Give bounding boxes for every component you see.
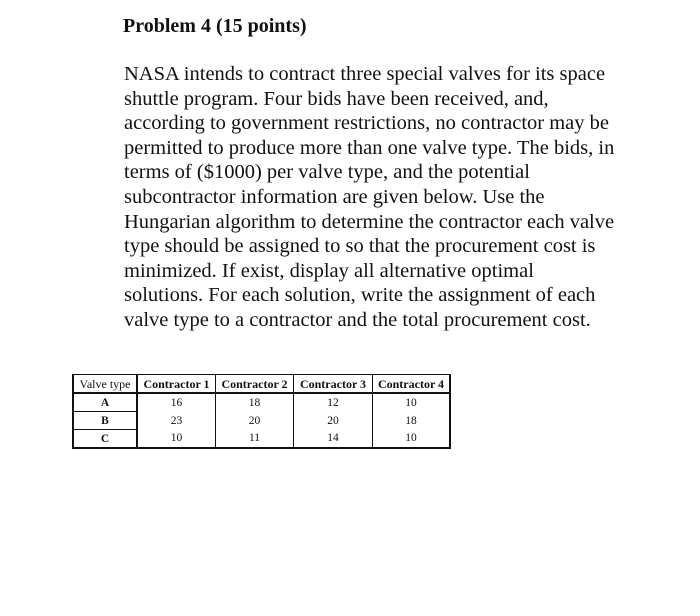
table-cell: 23 (137, 412, 216, 430)
table-header-row (73, 375, 450, 394)
table-cell: 10 (373, 393, 451, 412)
bids-table (72, 374, 451, 449)
table-cell: 20 (216, 412, 294, 430)
statement-line: Hungarian algorithm to determine the contractor each valve (124, 210, 615, 233)
table-row (73, 412, 450, 430)
statement-line: shuttle program. Four bids have been received, and, (124, 87, 549, 110)
statement-line: terms of ($1000) per valve type, and the potential (124, 161, 530, 184)
statement-line: subcontractor information are given below. Use the (124, 185, 545, 208)
problem-title: Problem 4 (15 points) (123, 15, 307, 37)
statement-line: permitted to produce more than one valve type. The bids, in (124, 136, 615, 159)
row-label-a: A (73, 393, 137, 412)
row-label-c: C (73, 430, 137, 449)
statement-line: according to government restrictions, no contractor may be (124, 112, 610, 135)
header-contractor-2: Contractor 2 (216, 375, 294, 394)
table-cell: 11 (216, 430, 294, 449)
table-cell: 12 (294, 393, 373, 412)
table-cell: 14 (294, 430, 373, 449)
header-valve-type: Valve type (73, 375, 137, 394)
statement-line: valve type to a contractor and the total procurement cost. (124, 308, 591, 331)
statement-line: NASA intends to contract three special valves for its space (124, 63, 606, 85)
row-label-b: B (73, 412, 137, 430)
table-row (73, 393, 450, 412)
header-contractor-1: Contractor 1 (137, 375, 216, 394)
statement-line: minimized. If exist, display all alternative optimal (124, 259, 534, 282)
header-contractor-3: Contractor 3 (294, 375, 373, 394)
table-cell: 10 (137, 430, 216, 449)
table-cell: 10 (373, 430, 451, 449)
table-cell: 16 (137, 393, 216, 412)
problem-statement (124, 62, 644, 333)
table-cell: 18 (373, 412, 451, 430)
statement-line: solutions. For each solution, write the assignment of each (124, 284, 596, 307)
table-cell: 20 (294, 412, 373, 430)
table-row (73, 430, 450, 449)
statement-line: type should be assigned to so that the procurement cost is (124, 235, 596, 258)
header-contractor-4: Contractor 4 (373, 375, 451, 394)
table-cell: 18 (216, 393, 294, 412)
